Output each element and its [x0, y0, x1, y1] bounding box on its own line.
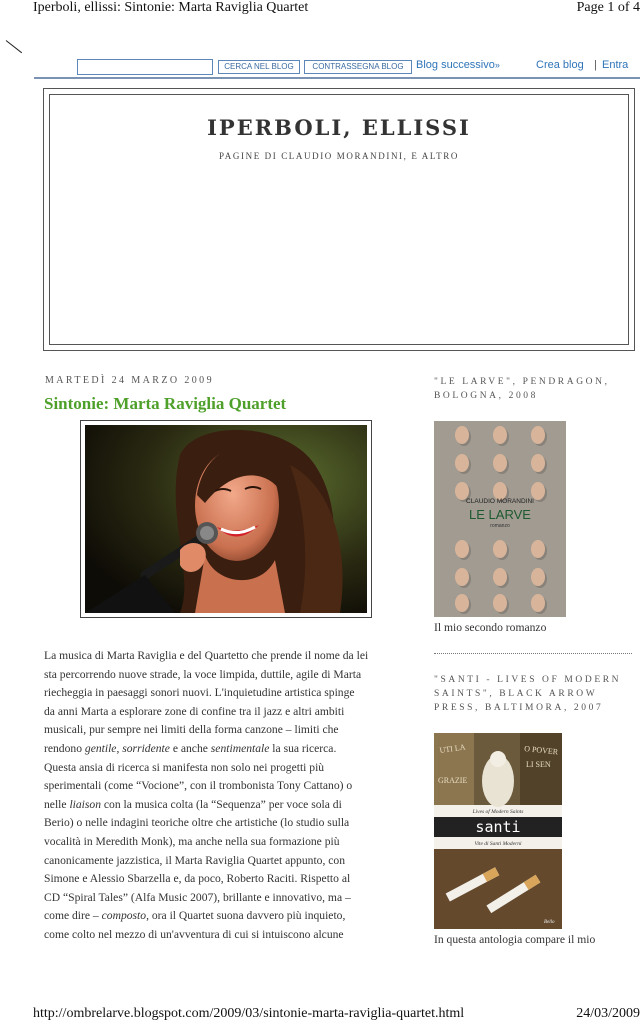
le-larve-book-cover[interactable] — [434, 421, 566, 617]
post-body-line — [44, 703, 414, 722]
post-body-line — [44, 889, 414, 908]
next-arrow-icon: » — [494, 60, 500, 70]
body-text: Berio) o nelle indagini teoriche oltre che artistiche (lo studio sulla — [44, 816, 350, 830]
post-body-line — [44, 740, 414, 759]
body-text: da anni Marta a esplorare zone di confine tra il jazz e altri ambiti — [44, 704, 345, 718]
book2-subtitle: Vite di Santi Moderni — [474, 841, 522, 847]
book1-subtitle: romanzo — [490, 523, 510, 529]
blog-description: PAGINE DI CLAUDIO MORANDINI, E ALTRO — [219, 151, 459, 161]
blogger-navbar — [34, 57, 640, 79]
flag-blog-button[interactable]: CONTRASSEGNA BLOG — [304, 60, 412, 74]
body-text: La musica di Marta Raviglia e del Quartetto che prende il nome da lei — [44, 649, 369, 662]
svg-text:UTI LA: UTI LA — [439, 742, 467, 755]
body-text: rendono — [44, 741, 85, 755]
body-text: la sua ricerca. — [269, 741, 337, 755]
body-text: musicali, pur sempre nei limiti della forma canzone – limiti che — [44, 723, 339, 737]
body-text: canonicamente jazzistica, il Marta Raviglia Quartet appunto, con — [44, 853, 345, 867]
next-blog-link[interactable] — [416, 59, 500, 71]
post-body-line — [44, 907, 414, 926]
body-text: come dire – — [44, 909, 102, 923]
post-body-line — [44, 721, 414, 740]
book2-caption: In questa antologia compare il mio — [434, 933, 596, 946]
svg-text:GRAZIE: GRAZIE — [438, 776, 468, 785]
body-text: CD “Spiral Tales” (Alfa Music 2007), brillante e innovativo, ma – — [44, 890, 351, 904]
nav-separator: | — [594, 59, 597, 71]
post-body-line — [44, 777, 414, 796]
post-body — [44, 647, 414, 945]
post-body-line — [44, 833, 414, 852]
post-body-line — [44, 796, 414, 815]
post-body-line — [44, 684, 414, 703]
body-text: Questa ansia di ricerca si manifesta non solo nei progetti più — [44, 760, 325, 774]
post-body-line — [44, 852, 414, 871]
book1-title: LE LARVE — [469, 507, 531, 522]
book2-title: santi — [475, 818, 521, 836]
sidebar-heading-santi: "SANTI - LIVES OF MODERN SAINTS", BLACK ARROW PRESS, BALTIMORA, 2007 — [434, 675, 622, 713]
body-text: nelle — [44, 797, 70, 811]
body-text: vocalità in Meredith Monk), ma anche nella sua formazione più — [44, 834, 340, 848]
body-text: e anche — [169, 741, 211, 755]
post-title[interactable]: Sintonie: Marta Raviglia Quartet — [44, 394, 287, 413]
post-body-line — [44, 814, 414, 833]
scan-mark — [6, 40, 22, 53]
singer-photo — [85, 425, 367, 613]
sidebar-heading-le-larve: "LE LARVE", PENDRAGON, BOLOGNA, 2008 — [434, 377, 610, 401]
svg-text:O POVER: O POVER — [523, 744, 559, 757]
print-header — [0, 0, 640, 22]
body-text: sta percorrendo nuove strade, la voce limpida, duttile, agile di Marta — [44, 667, 362, 681]
emphasis-text: sentimentale — [210, 741, 270, 755]
body-text: , ora il Quartet suona davvero più inquieto, — [146, 909, 346, 923]
print-footer-date: 24/03/2009 — [576, 1006, 640, 1021]
svg-text:LI SEN: LI SEN — [526, 760, 551, 769]
post-body-line — [44, 759, 414, 778]
book1-author: CLAUDIO MORANDINI — [466, 498, 534, 505]
print-footer-url: http://ombrelarve.blogspot.com/2009/03/sintonie-marta-raviglia-quartet.html — [33, 1006, 465, 1021]
body-text: con la musica colta (la “Sequenza” per voce sola di — [101, 797, 342, 811]
santi-book-cover[interactable] — [434, 733, 562, 929]
body-text: , — [116, 741, 123, 755]
blog-header — [43, 88, 635, 351]
next-blog-label: Blog successivo — [416, 59, 495, 71]
post-body-line — [44, 926, 414, 945]
body-text: sperimentali (come “Vocione”, con il trombonista Tony Cattano) o — [44, 779, 353, 793]
book1-caption: Il mio secondo romanzo — [434, 621, 547, 634]
search-blog-button[interactable]: CERCA NEL BLOG — [218, 60, 300, 74]
sidebar-divider — [434, 653, 632, 654]
emphasis-text: sorridente — [122, 741, 170, 755]
emphasis-text: gentile — [84, 741, 117, 755]
post-photo[interactable] — [80, 420, 372, 618]
blog-header-frame — [49, 94, 629, 345]
svg-text:Bello: Bello — [544, 920, 555, 925]
body-text: come colto nel mezzo di un'avventura di cui si intuiscono alcune — [44, 927, 344, 941]
blog-title[interactable]: IPERBOLI, ELLISSI — [207, 115, 471, 140]
post-body-line — [44, 870, 414, 889]
body-text: Simone e Alessio Sbarzella e, da poco, Roberto Raciti. Rispetto al — [44, 872, 351, 886]
create-blog-link[interactable]: Crea blog — [536, 59, 584, 71]
book2-tagline: Lives of Modern Saints — [472, 809, 524, 815]
post-date: MARTEDÌ 24 MARZO 2009 — [45, 375, 214, 386]
post-body-line — [44, 666, 414, 685]
search-input[interactable] — [77, 59, 213, 75]
body-text: riecheggia in paesaggi sonori nuovi. L'inquietudine artistica spinge — [44, 686, 355, 700]
print-page-number: Page 1 of 4 — [576, 0, 640, 15]
sign-in-link[interactable]: Entra — [602, 59, 629, 71]
emphasis-text: composto — [101, 909, 147, 923]
post-body-line — [44, 647, 414, 666]
print-page-title: Iperboli, ellissi: Sintonie: Marta Raviglia Quartet — [33, 0, 309, 15]
emphasis-text: liaison — [69, 797, 102, 811]
